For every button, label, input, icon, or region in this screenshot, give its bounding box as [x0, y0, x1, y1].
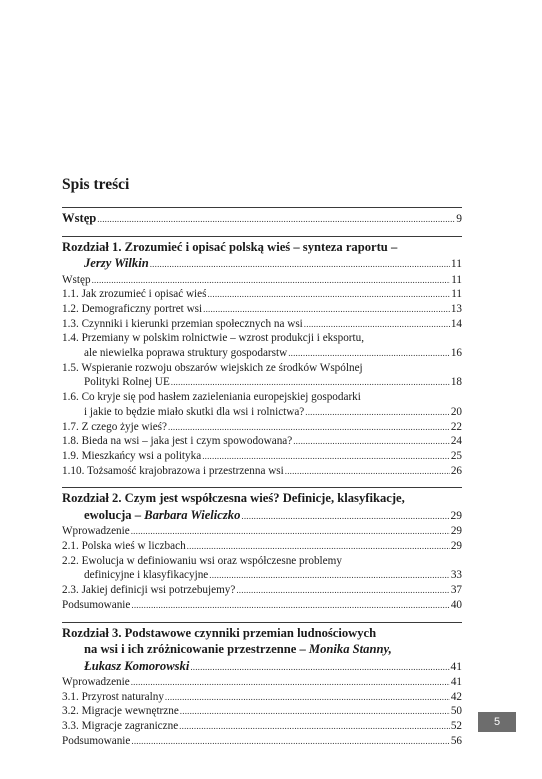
- toc-page-number: 14: [450, 317, 462, 330]
- toc-page-number: 41: [450, 676, 462, 689]
- dot-leader: [92, 273, 451, 288]
- toc-page-number: 26: [450, 464, 462, 477]
- toc-chapter-line[interactable]: [62, 210, 462, 228]
- toc-entry[interactable]: [62, 434, 462, 449]
- toc-entry[interactable]: [62, 734, 462, 749]
- toc-entry-title: Rozdział 1. Zrozumieć i opisać polską wieś – synteza raportu –: [62, 239, 398, 254]
- dot-leader: [288, 346, 450, 361]
- toc-page-number: 22: [450, 420, 462, 433]
- dot-leader: [180, 704, 450, 719]
- toc-entry[interactable]: [62, 568, 462, 583]
- toc-entry[interactable]: [62, 390, 462, 405]
- toc-entry-title: Wstęp: [62, 211, 97, 225]
- toc-chapter-line[interactable]: [62, 490, 462, 507]
- toc-chapter-line[interactable]: [62, 658, 462, 676]
- dot-leader: [131, 524, 450, 539]
- toc-entry-title: 1.9. Mieszkańcy wsi a polityka: [62, 449, 202, 462]
- dot-leader: [131, 734, 449, 749]
- toc-entry-title: 2.3. Jakiej definicji wsi potrzebujemy?: [62, 584, 236, 597]
- dot-leader: [304, 317, 450, 332]
- toc-entry-text: [62, 704, 179, 719]
- toc-entry-text: [62, 287, 206, 302]
- toc-chapter-line[interactable]: [62, 239, 462, 256]
- toc-entry-text: [62, 361, 363, 376]
- toc-entry-text: [84, 375, 170, 390]
- toc-entry-text: [62, 239, 397, 256]
- toc-entry-text: [62, 554, 342, 569]
- toc-page-number: 24: [450, 435, 462, 448]
- dot-leader: [241, 508, 449, 525]
- toc-page-number: 29: [450, 525, 462, 538]
- toc-entry-text: [84, 405, 304, 420]
- dot-leader: [187, 539, 450, 554]
- page-number-badge: [478, 712, 516, 732]
- toc-entry-title: Rozdział 3. Podstawowe czynniki przemian ludnościowych: [62, 625, 377, 640]
- toc-page-number: 13: [450, 302, 462, 315]
- toc-entry-text: [62, 490, 405, 507]
- toc-entry-text: [62, 524, 130, 539]
- toc-section: [62, 237, 462, 488]
- dot-leader: [150, 256, 450, 273]
- page-title: Spis treści: [62, 176, 130, 193]
- toc-entry[interactable]: [62, 598, 462, 613]
- dot-leader: [131, 675, 450, 690]
- dot-leader: [131, 598, 449, 613]
- toc-entry[interactable]: [62, 346, 462, 361]
- toc-entry[interactable]: [62, 405, 462, 420]
- toc-entry-title: 2.2. Ewolucja w definiowaniu wsi oraz współczesne problemy: [62, 554, 342, 567]
- toc-entry-text: [62, 317, 303, 332]
- toc-entry-text: [62, 539, 186, 554]
- toc-entry-title: 1.2. Demograficzny portret wsi: [62, 302, 203, 315]
- toc-entry-title: Podsumowanie: [62, 734, 131, 747]
- page-number: 5: [493, 716, 501, 728]
- toc-entry-title: definicyjne i klasyfikacyjne: [84, 569, 209, 582]
- toc-entry-text: [62, 210, 96, 227]
- toc-entry-text: [62, 690, 164, 705]
- dot-leader: [168, 420, 450, 435]
- dot-leader: [179, 719, 450, 734]
- toc-entry[interactable]: [62, 690, 462, 705]
- toc-page-number: 16: [450, 347, 462, 360]
- toc-entry-text: [62, 583, 235, 598]
- toc-page-number: 42: [450, 690, 462, 703]
- toc-entry-author: Monika Stanny,: [308, 642, 392, 657]
- dot-leader: [305, 405, 450, 420]
- toc-entry-author: Barbara Wieliczko: [144, 507, 241, 522]
- toc-entry-title: na wsi i ich zróżnicowanie przestrzenne –: [84, 642, 309, 657]
- toc-page-number: 56: [450, 734, 462, 747]
- toc-entry-text: [62, 464, 284, 479]
- toc-entry-title: Wstęp: [62, 273, 91, 286]
- toc-entry-title: Podsumowanie: [62, 598, 131, 611]
- toc-page-number: 11: [451, 288, 462, 301]
- toc-entry[interactable]: [62, 719, 462, 734]
- toc-entry-title: 1.5. Wspieranie rozwoju obszarów wiejskich ze środków Wspólnej: [62, 361, 363, 374]
- toc-entry-text: [84, 658, 189, 675]
- dot-leader: [203, 302, 450, 317]
- toc-page-number: 29: [450, 509, 462, 522]
- dot-leader: [285, 464, 450, 479]
- toc-page-number: 50: [450, 705, 462, 718]
- toc-entry-text: [62, 598, 130, 613]
- dot-leader: [190, 659, 449, 676]
- toc-entry-title: Wprowadzenie: [62, 525, 130, 538]
- toc-entry-text: [62, 331, 364, 346]
- toc-entry-title: 1.6. Co kryje się pod hasłem zazieleniania europejskiej gospodarki: [62, 391, 361, 404]
- toc-entry-author: Jerzy Wilkin: [84, 256, 149, 270]
- toc-page-number: 20: [450, 405, 462, 418]
- toc-entry-text: [62, 273, 91, 288]
- dot-leader: [165, 690, 450, 705]
- toc-entry[interactable]: [62, 539, 462, 554]
- toc-page-number: 9: [456, 213, 462, 225]
- toc-entry-text: [84, 346, 287, 361]
- toc-entry-title: Wprowadzenie: [62, 676, 130, 689]
- toc-chapter-line[interactable]: [62, 255, 462, 273]
- toc-entry[interactable]: [62, 449, 462, 464]
- toc-entry-text: [62, 390, 361, 405]
- toc-entry[interactable]: [62, 704, 462, 719]
- toc-section: [62, 488, 462, 621]
- toc-entry-title: i jakie to będzie miało skutki dla wsi i rolnictwa?: [84, 405, 305, 418]
- toc-entry[interactable]: [62, 317, 462, 332]
- toc-entry-text: [62, 625, 376, 642]
- toc-entry-title: 1.8. Bieda na wsi – jaka jest i czym spowodowana?: [62, 435, 293, 448]
- toc-entry[interactable]: [62, 361, 462, 376]
- toc-entry[interactable]: [62, 420, 462, 435]
- toc-entry[interactable]: [62, 464, 462, 479]
- toc-entry[interactable]: [62, 675, 462, 690]
- dot-leader: [236, 583, 449, 598]
- toc-entry-title: Rozdział 2. Czym jest współczesna wieś? Definicje, klasyfikacje,: [62, 491, 405, 506]
- toc-entry-author: Łukasz Komorowski: [84, 658, 190, 673]
- toc-entry-title: 3.2. Migracje wewnętrzne: [62, 705, 179, 718]
- toc-entry[interactable]: [62, 583, 462, 598]
- toc-entry-title: Polityki Rolnej UE: [84, 376, 170, 389]
- toc-entry-text: [62, 719, 178, 734]
- toc-section: [62, 623, 462, 758]
- dot-leader: [97, 211, 455, 228]
- toc-entry-text: [62, 302, 202, 317]
- toc-chapter-line[interactable]: [62, 641, 462, 658]
- toc-entry[interactable]: [62, 331, 462, 346]
- toc-entry-title: 1.7. Z czego żyje wieś?: [62, 420, 167, 433]
- toc-entry-title: ewolucja –: [84, 507, 145, 522]
- toc-entry[interactable]: [62, 554, 462, 569]
- toc-page-number: 29: [450, 540, 462, 553]
- toc-entry-text: [84, 507, 240, 524]
- toc-entry-text: [62, 420, 167, 435]
- toc-page-number: 25: [450, 449, 462, 462]
- table-of-contents: [62, 207, 462, 758]
- toc-chapter-line[interactable]: [62, 507, 462, 525]
- toc-entry-text: [62, 734, 130, 749]
- toc-entry-title: 1.3. Czynniki i kierunki przemian społecznych na wsi: [62, 317, 303, 330]
- toc-entry-text: [62, 434, 292, 449]
- toc-entry[interactable]: [62, 524, 462, 539]
- toc-page-number: 33: [450, 569, 462, 582]
- toc-page-number: 11: [451, 273, 462, 286]
- toc-entry-text: [84, 255, 149, 272]
- toc-entry[interactable]: [62, 375, 462, 390]
- toc-entry-title: 1.1. Jak zrozumieć i opisać wieś: [62, 288, 207, 301]
- dot-leader: [207, 287, 450, 302]
- toc-page-number: 40: [450, 598, 462, 611]
- dot-leader: [171, 375, 450, 390]
- dot-leader: [293, 434, 450, 449]
- toc-entry-title: 3.3. Migracje zagraniczne: [62, 720, 179, 733]
- toc-entry[interactable]: [62, 287, 462, 302]
- toc-page-number: 37: [450, 584, 462, 597]
- dot-leader: [202, 449, 450, 464]
- toc-page-number: 11: [450, 258, 462, 270]
- toc-entry-text: [62, 449, 201, 464]
- toc-entry-title: 3.1. Przyrost naturalny: [62, 690, 164, 703]
- toc-entry-text: [84, 568, 208, 583]
- toc-entry[interactable]: [62, 302, 462, 317]
- toc-entry-title: 1.10. Tożsamość krajobrazowa i przestrzenna wsi: [62, 464, 284, 477]
- toc-entry[interactable]: [62, 273, 462, 288]
- toc-entry-text: [62, 675, 130, 690]
- toc-entry-title: 2.1. Polska wieś w liczbach: [62, 540, 186, 553]
- dot-leader: [209, 568, 450, 583]
- toc-page-number: 41: [450, 660, 462, 673]
- toc-entry-title: 1.4. Przemiany w polskim rolnictwie – wzrost produkcji i eksportu,: [62, 332, 365, 345]
- toc-page-number: 52: [450, 720, 462, 733]
- toc-chapter-line[interactable]: [62, 625, 462, 642]
- toc-entry-text: [84, 641, 392, 658]
- toc-page-number: 18: [450, 376, 462, 389]
- toc-entry-title: ale niewielka poprawa struktury gospodarstw: [84, 347, 288, 360]
- toc-section: [62, 208, 462, 236]
